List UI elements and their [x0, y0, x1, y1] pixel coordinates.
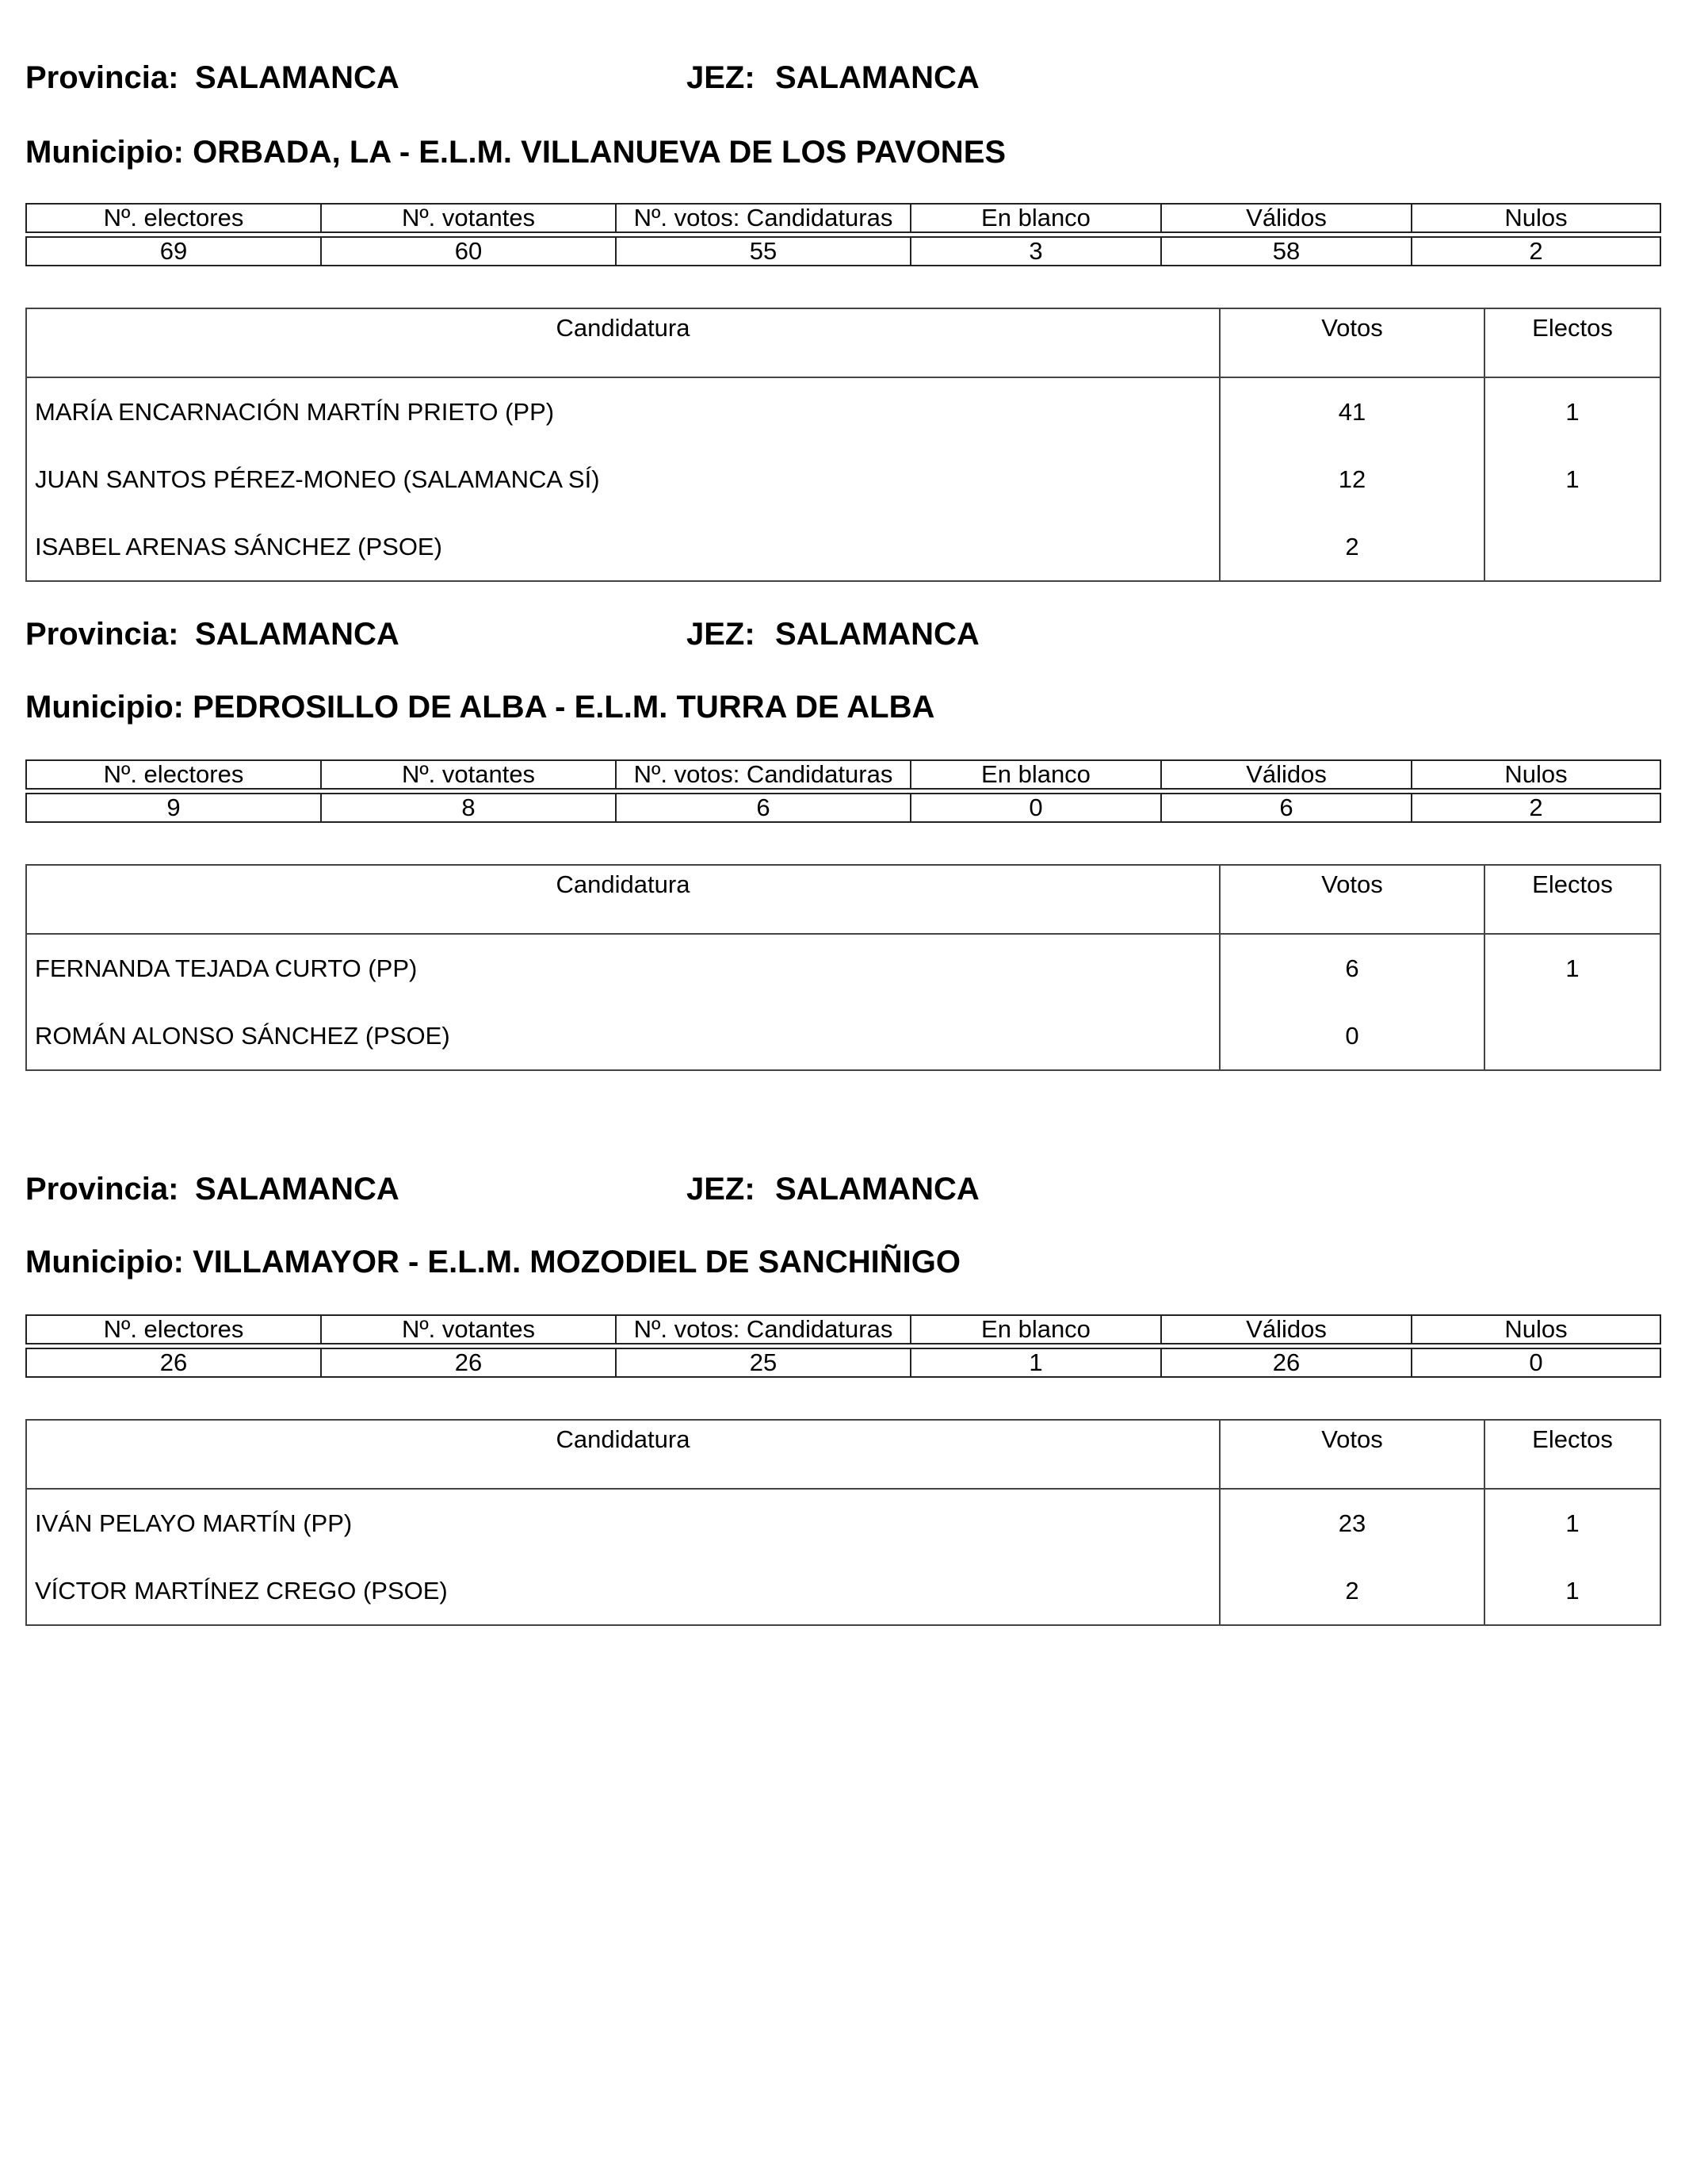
stats-value-row — [26, 1348, 1660, 1377]
provincia-label: Provincia: — [25, 60, 179, 95]
stats-table — [25, 759, 1661, 823]
candidate-row — [26, 446, 1660, 513]
col-electos: Electos — [1484, 1420, 1660, 1489]
candidate-votos: 2 — [1220, 1557, 1484, 1625]
stats-header-blanco: En blanco — [911, 1315, 1161, 1344]
candidate-electos — [1484, 513, 1660, 581]
stats-blanco: 0 — [911, 794, 1161, 822]
stats-table — [25, 203, 1661, 266]
jez-label: JEZ: — [686, 1172, 755, 1207]
stats-header-nulos: Nulos — [1412, 204, 1660, 232]
candidate-name: MARÍA ENCARNACIÓN MARTÍN PRIETO (PP) — [26, 377, 1220, 446]
stats-header-validos: Válidos — [1161, 1315, 1412, 1344]
candidate-votos: 0 — [1220, 1002, 1484, 1070]
municipio-heading — [25, 135, 1006, 170]
candidate-votos: 2 — [1220, 513, 1484, 581]
stats-electores: 26 — [26, 1348, 321, 1377]
stats-blanco: 3 — [911, 237, 1161, 266]
candidate-row — [26, 934, 1660, 1002]
stats-electores: 9 — [26, 794, 321, 822]
stats-validos: 26 — [1161, 1348, 1412, 1377]
stats-header-blanco: En blanco — [911, 760, 1161, 789]
stats-nulos: 0 — [1412, 1348, 1660, 1377]
municipio-label: Municipio: — [25, 1245, 184, 1279]
stats-candidaturas: 55 — [616, 237, 911, 266]
stats-votantes: 26 — [321, 1348, 616, 1377]
candidate-row — [26, 1557, 1660, 1625]
col-electos: Electos — [1484, 865, 1660, 934]
candidate-electos: 1 — [1484, 377, 1660, 446]
candidate-name: ISABEL ARENAS SÁNCHEZ (PSOE) — [26, 513, 1220, 581]
col-votos: Votos — [1220, 1420, 1484, 1489]
candidate-name: JUAN SANTOS PÉREZ-MONEO (SALAMANCA SÍ) — [26, 446, 1220, 513]
stats-header-votantes: Nº. votantes — [321, 760, 616, 789]
municipio-heading — [25, 1245, 961, 1280]
provincia-value: SALAMANCA — [195, 617, 399, 652]
stats-header-votantes: Nº. votantes — [321, 1315, 616, 1344]
candidates-header-row — [26, 865, 1660, 934]
candidate-electos — [1484, 1002, 1660, 1070]
municipio-heading — [25, 690, 934, 725]
col-votos: Votos — [1220, 308, 1484, 377]
candidate-row — [26, 513, 1660, 581]
section-orbada — [25, 60, 1660, 560]
provincia-label: Provincia: — [25, 617, 179, 652]
municipio-value: VILLAMAYOR - E.L.M. MOZODIEL DE SANCHIÑIGO — [193, 1245, 961, 1279]
stats-header-nulos: Nulos — [1412, 760, 1660, 789]
stats-nulos: 2 — [1412, 794, 1660, 822]
stats-header-nulos: Nulos — [1412, 1315, 1660, 1344]
jez-label: JEZ: — [686, 60, 755, 95]
stats-value-row — [26, 237, 1660, 266]
candidates-header-row — [26, 308, 1660, 377]
stats-header-blanco: En blanco — [911, 204, 1161, 232]
jez-value: SALAMANCA — [775, 617, 980, 652]
stats-header-candidaturas: Nº. votos: Candidaturas — [616, 760, 911, 789]
candidate-votos: 6 — [1220, 934, 1484, 1002]
provincia-value: SALAMANCA — [195, 1172, 399, 1207]
candidate-electos: 1 — [1484, 1557, 1660, 1625]
candidates-header-row — [26, 1420, 1660, 1489]
jez-label: JEZ: — [686, 617, 755, 652]
stats-votantes: 8 — [321, 794, 616, 822]
candidate-name: ROMÁN ALONSO SÁNCHEZ (PSOE) — [26, 1002, 1220, 1070]
col-electos: Electos — [1484, 308, 1660, 377]
provincia-value: SALAMANCA — [195, 60, 399, 95]
stats-header-row — [26, 1315, 1660, 1344]
stats-nulos: 2 — [1412, 237, 1660, 266]
stats-header-electores: Nº. electores — [26, 1315, 321, 1344]
col-candidatura: Candidatura — [26, 865, 1220, 934]
stats-candidaturas: 6 — [616, 794, 911, 822]
stats-header-candidaturas: Nº. votos: Candidaturas — [616, 204, 911, 232]
stats-header-candidaturas: Nº. votos: Candidaturas — [616, 1315, 911, 1344]
stats-blanco: 1 — [911, 1348, 1161, 1377]
stats-electores: 69 — [26, 237, 321, 266]
jez-value: SALAMANCA — [775, 1172, 980, 1207]
stats-votantes: 60 — [321, 237, 616, 266]
stats-header-electores: Nº. electores — [26, 204, 321, 232]
candidates-table — [25, 1419, 1661, 1626]
stats-table — [25, 1314, 1661, 1378]
stats-header-votantes: Nº. votantes — [321, 204, 616, 232]
col-candidatura: Candidatura — [26, 308, 1220, 377]
candidate-row — [26, 377, 1660, 446]
candidate-name: FERNANDA TEJADA CURTO (PP) — [26, 934, 1220, 1002]
stats-validos: 6 — [1161, 794, 1412, 822]
municipio-label: Municipio: — [25, 135, 184, 170]
stats-header-electores: Nº. electores — [26, 760, 321, 789]
candidates-table — [25, 308, 1661, 582]
stats-header-row — [26, 760, 1660, 789]
section-pedrosillo — [25, 617, 1660, 1050]
col-candidatura: Candidatura — [26, 1420, 1220, 1489]
candidate-row — [26, 1002, 1660, 1070]
candidate-votos: 12 — [1220, 446, 1484, 513]
candidate-votos: 41 — [1220, 377, 1484, 446]
candidate-row — [26, 1489, 1660, 1557]
candidate-electos: 1 — [1484, 1489, 1660, 1557]
section-villamayor — [25, 1172, 1660, 1605]
stats-candidaturas: 25 — [616, 1348, 911, 1377]
section-header — [25, 60, 1660, 108]
col-votos: Votos — [1220, 865, 1484, 934]
section-header — [25, 617, 1660, 664]
candidate-electos: 1 — [1484, 446, 1660, 513]
candidates-table — [25, 864, 1661, 1071]
stats-header-validos: Válidos — [1161, 760, 1412, 789]
municipio-value: PEDROSILLO DE ALBA - E.L.M. TURRA DE ALBA — [193, 690, 935, 725]
provincia-label: Provincia: — [25, 1172, 179, 1207]
candidate-name: IVÁN PELAYO MARTÍN (PP) — [26, 1489, 1220, 1557]
candidate-votos: 23 — [1220, 1489, 1484, 1557]
stats-value-row — [26, 794, 1660, 822]
jez-value: SALAMANCA — [775, 60, 980, 95]
municipio-label: Municipio: — [25, 690, 184, 725]
stats-header-validos: Válidos — [1161, 204, 1412, 232]
candidate-name: VÍCTOR MARTÍNEZ CREGO (PSOE) — [26, 1557, 1220, 1625]
municipio-value: ORBADA, LA - E.L.M. VILLANUEVA DE LOS PAVONES — [193, 135, 1007, 170]
candidate-electos: 1 — [1484, 934, 1660, 1002]
stats-header-row — [26, 204, 1660, 232]
section-header — [25, 1172, 1660, 1219]
stats-validos: 58 — [1161, 237, 1412, 266]
